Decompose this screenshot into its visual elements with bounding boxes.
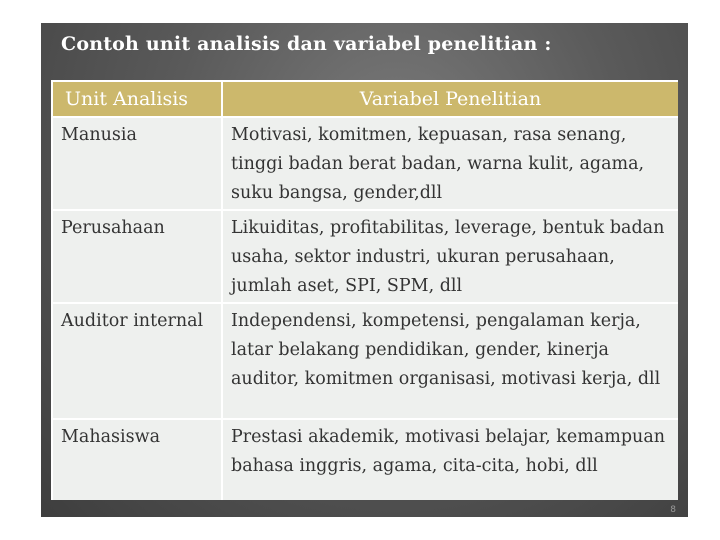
header-variabel-penelitian: Variabel Penelitian (222, 81, 678, 117)
variable-cell: Likuiditas, profitabilitas, leverage, bentuk badan usaha, sektor industri, ukuran perusahaan, jumlah aset, SPI, SPM, dll (222, 210, 678, 303)
variables-table (51, 80, 678, 500)
slide (41, 23, 688, 517)
unit-cell: Perusahaan (52, 210, 222, 303)
unit-cell: Auditor internal (52, 303, 222, 419)
variable-cell: Independensi, kompetensi, pengalaman kerja, latar belakang pendidikan, gender, kinerja auditor, komitmen organisasi, motivasi kerja, dll (222, 303, 678, 419)
page-number: 8 (670, 505, 676, 515)
table-row (52, 419, 678, 500)
table-row (52, 303, 678, 419)
variable-cell: Prestasi akademik, motivasi belajar, kemampuan bahasa inggris, agama, cita-cita, hobi, dll (222, 419, 678, 500)
table-row (52, 210, 678, 303)
table-row (52, 117, 678, 210)
table-container (51, 80, 678, 500)
unit-cell: Manusia (52, 117, 222, 210)
variable-cell: Motivasi, komitmen, kepuasan, rasa senang, tinggi badan berat badan, warna kulit, agama, suku bangsa, gender,dll (222, 117, 678, 210)
header-unit-analisis: Unit Analisis (52, 81, 222, 117)
slide-title: Contoh unit analisis dan variabel penelitian : (61, 33, 552, 55)
table-header-row (52, 81, 678, 117)
unit-cell: Mahasiswa (52, 419, 222, 500)
